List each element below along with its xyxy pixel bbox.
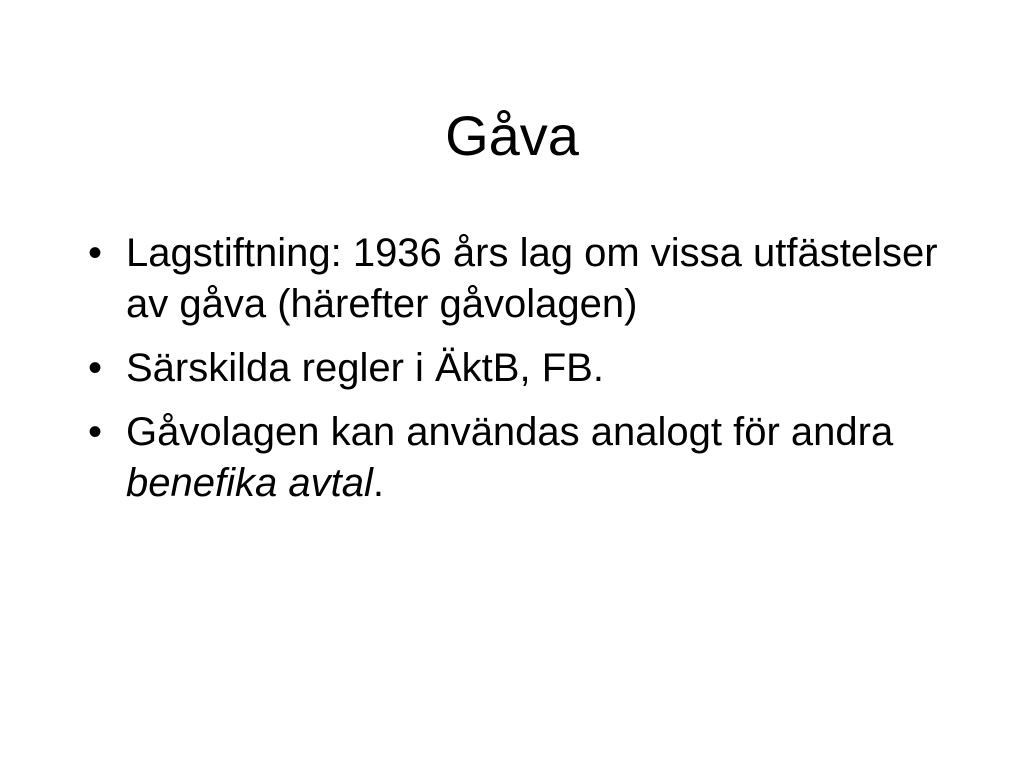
bullet-item-legislation [88,228,968,330]
bullet-text-after: . [372,461,384,505]
bullet-text: Särskilda regler i ÄktB, FB. [126,346,604,390]
slide-title: Gåva [445,104,579,167]
bullet-text-before: Gåvolagen kan användas analogt för andra [126,410,894,454]
bullet-text-italic: benefika avtal [126,461,373,505]
bullet-item-analogy [88,407,968,509]
bullet-text [126,410,893,505]
bullet-icon: • [88,346,103,390]
bullet-item-special-rules [88,343,968,394]
bullet-list [88,228,968,522]
bullet-icon: • [88,231,103,275]
bullet-icon: • [88,410,103,454]
bullet-text: Lagstiftning: 1936 års lag om vissa utfästelser av gåva (härefter gåvolagen) [126,231,938,326]
